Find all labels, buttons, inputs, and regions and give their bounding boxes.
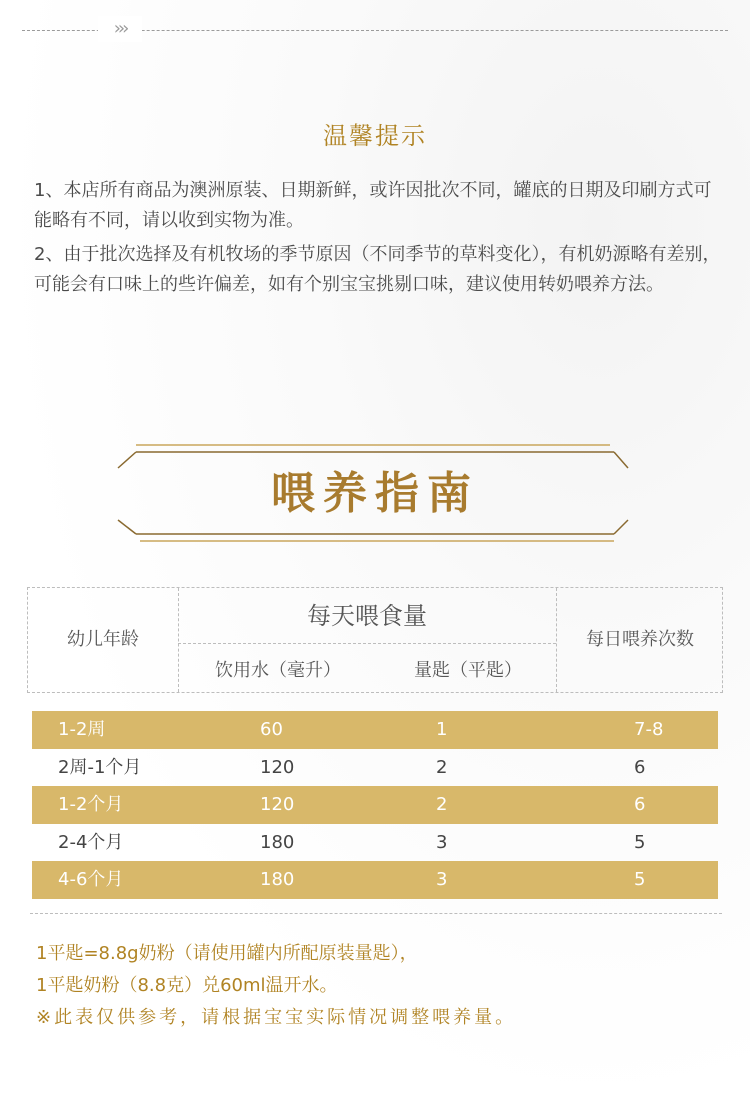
cell-age: 2周-1个月 (58, 756, 142, 778)
cell-water: 120 (260, 756, 295, 778)
cell-water: 60 (260, 719, 283, 740)
cell-age: 1-2周 (58, 719, 106, 740)
note-line-3: ※此表仅供参考，请根据宝宝实际情况调整喂养量。 (36, 1007, 517, 1028)
table-row (32, 861, 718, 899)
table-header (27, 587, 723, 693)
notice-item-2: 2、由于批次选择及有机牧场的季节原因（不同季节的草料变化），有机奶源略有差别，可能会有口味上的些许偏差，如有个别宝宝挑剔口味，建议使用转奶喂养方法。 (34, 244, 721, 295)
table-body (32, 711, 718, 899)
notice-title: 温馨提示 (323, 122, 427, 150)
cell-scoop: 3 (436, 831, 448, 853)
chevron-right-icon: ››› (98, 16, 142, 42)
feeding-notes (36, 938, 726, 1034)
header-scoop: 量匙（平匙） (414, 660, 522, 681)
header-age: 幼儿年龄 (67, 629, 139, 650)
feeding-guide-title: 喂养指南 (271, 468, 479, 519)
cell-times: 6 (634, 794, 646, 815)
notice-item-1: 1、本店所有商品为澳洲原装、日期新鲜，或许因批次不同，罐底的日期及印刷方式可能略有不同，请以收到实物为准。 (34, 180, 712, 231)
bottom-divider (30, 913, 722, 914)
cell-water: 180 (260, 869, 295, 890)
cell-scoop: 2 (436, 794, 448, 815)
note-line-2: 1平匙奶粉（8.8克）兑60ml温开水。 (36, 975, 338, 996)
header-divider (178, 643, 556, 644)
cell-scoop: 3 (436, 869, 448, 890)
cell-times: 5 (634, 831, 646, 853)
cell-age: 1-2个月 (58, 794, 124, 815)
cell-times: 5 (634, 869, 646, 890)
header-daily-amount: 每天喂食量 (307, 602, 427, 630)
cell-times: 6 (634, 756, 646, 778)
table-row (32, 749, 718, 787)
cell-times: 7-8 (634, 719, 664, 740)
cell-scoop: 2 (436, 756, 448, 778)
cell-scoop: 1 (436, 719, 448, 740)
table-row (32, 711, 718, 749)
cell-age: 4-6个月 (58, 869, 124, 890)
header-times: 每日喂养次数 (586, 629, 694, 650)
cell-water: 180 (260, 831, 295, 853)
header-water: 饮用水（毫升） (215, 660, 341, 681)
cell-age: 2-4个月 (58, 831, 124, 853)
table-row (32, 824, 718, 862)
notice-body (34, 176, 724, 304)
cell-water: 120 (260, 794, 295, 815)
table-row (32, 786, 718, 824)
note-line-1: 1平匙=8.8g奶粉（请使用罐内所配原装量匙）， (36, 943, 418, 964)
